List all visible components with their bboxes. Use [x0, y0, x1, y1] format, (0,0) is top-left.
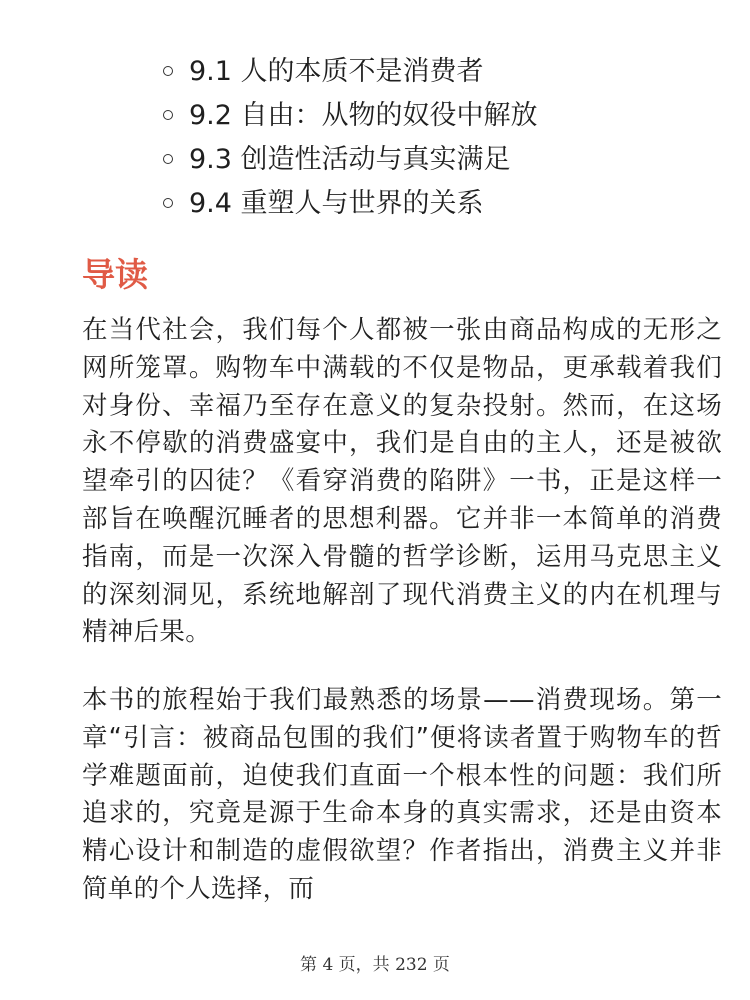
- body-paragraph: 在当代社会，我们每个人都被一张由商品构成的无形之网所笼罩。购物车中满载的不仅是物品，更承载着我们对身份、幸福乃至存在意义的复杂投射。然而，在这场永不停歇的消费盛宴中，我们是自由的主人，还是被欲望牵引的囚徒？《看穿消费的陷阱》一书，正是这样一部旨在唤醒沉睡者的思想利器。它并非一本简单的消费指南，而是一次深入骨髓的哲学诊断，运用马克思主义的深刻洞见，系统地解剖了现代消费主义的内在机理与精神后果。: [82, 315, 722, 648]
- toc-item: [0, 182, 750, 226]
- table-of-contents: [0, 50, 750, 226]
- toc-item: [0, 138, 750, 182]
- hollow-circle-bullet-icon: [163, 198, 173, 208]
- section-heading: 导读: [82, 255, 148, 294]
- page-number-footer: 第 4 页，共 232 页: [300, 955, 450, 975]
- toc-item-label: 9.2 自由：从物的奴役中解放: [189, 100, 538, 131]
- hollow-circle-bullet-icon: [163, 66, 173, 76]
- toc-item: [0, 50, 750, 94]
- toc-item: [0, 94, 750, 138]
- toc-item-label: 9.3 创造性活动与真实满足: [189, 144, 511, 175]
- toc-item-label: 9.1 人的本质不是消费者: [189, 56, 484, 87]
- hollow-circle-bullet-icon: [163, 110, 173, 120]
- toc-item-label: 9.4 重塑人与世界的关系: [189, 188, 484, 219]
- hollow-circle-bullet-icon: [163, 154, 173, 164]
- body-paragraph: 本书的旅程始于我们最熟悉的场景——消费现场。第一章“引言：被商品包围的我们”便将读者置于购物车的哲学难题面前，迫使我们直面一个根本性的问题：我们所追求的，究竟是源于生命本身的真实需求，还是由资本精心设计和制造的虚假欲望？作者指出，消费主义并非简单的个人选择，而: [82, 685, 722, 904]
